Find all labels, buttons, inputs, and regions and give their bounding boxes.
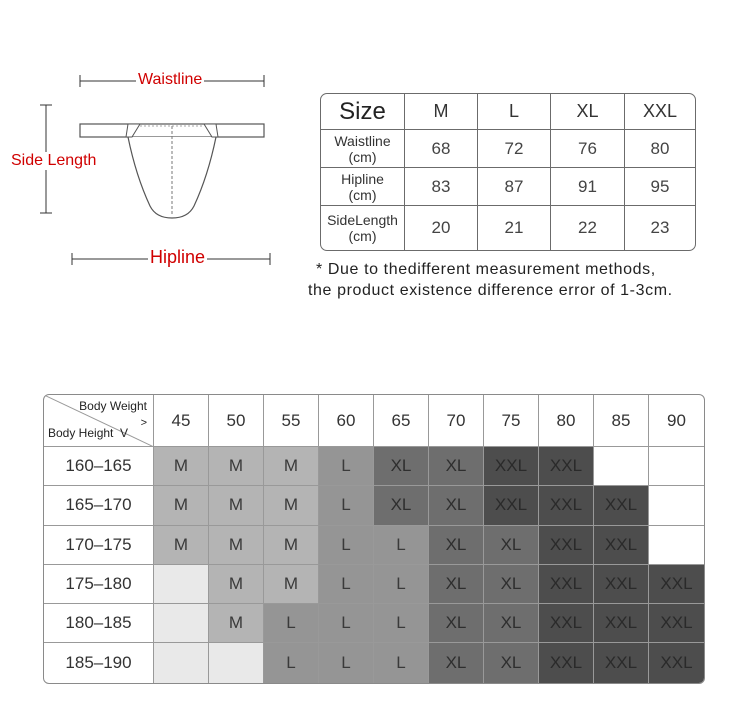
weight-header: 55 [264,395,319,447]
corner-header [44,395,154,447]
size-cell: XL [429,604,484,643]
size-cell: L [264,604,319,643]
row-label-unit: (cm) [348,186,377,203]
right-arrow-icon: > [140,417,147,429]
size-cell: M [264,486,319,525]
weight-header: 65 [374,395,429,447]
size-cell: XL [484,565,539,604]
table-cell: 95 [625,168,695,206]
row-label-text: Waistline [334,132,391,149]
size-cell [649,526,704,565]
size-cell: M [209,486,264,525]
table-cell: 76 [551,130,625,168]
height-row-label: 160–165 [44,447,154,486]
size-col-header: XL [551,94,625,130]
side-length-label: Side Length [11,152,97,169]
size-cell: L [319,447,374,486]
size-cell: XXL [539,643,594,682]
size-cell: XL [484,604,539,643]
size-cell: XXL [539,486,594,525]
size-cell: XL [429,526,484,565]
size-cell: L [319,565,374,604]
down-arrow-icon: V [120,426,129,440]
size-cell: XXL [539,565,594,604]
table-cell: 83 [405,168,478,206]
size-cell: L [319,604,374,643]
size-cell: M [209,526,264,565]
size-cell: XL [429,643,484,682]
size-cell: XXL [649,565,704,604]
size-col-header: L [478,94,551,130]
size-cell [649,447,704,486]
size-cell: XXL [594,526,649,565]
table-cell: 20 [405,206,478,250]
weight-header: 45 [154,395,209,447]
measurement-note [308,259,748,301]
size-cell: XXL [594,643,649,682]
size-cell: XL [484,526,539,565]
size-cell: L [319,526,374,565]
weight-header: 50 [209,395,264,447]
row-label-text: SideLength [327,212,398,228]
hipline-row-label [321,168,405,206]
table-cell: 91 [551,168,625,206]
size-cell: XXL [649,604,704,643]
height-row-label: 165–170 [44,486,154,525]
size-cell: L [264,643,319,682]
table-cell: 72 [478,130,551,168]
size-col-header: M [405,94,478,130]
row-label-unit: (cm) [348,148,377,165]
size-cell: XL [429,565,484,604]
height-row-label: 185–190 [44,643,154,682]
height-row-label: 180–185 [44,604,154,643]
size-cell: XXL [539,447,594,486]
size-cell: L [374,526,429,565]
weight-header: 75 [484,395,539,447]
size-cell: M [209,604,264,643]
body-height-text: Body Height [48,426,114,440]
size-cell: L [374,643,429,682]
size-cell: M [264,526,319,565]
size-cell: XXL [539,526,594,565]
waistline-label: Waistline [138,71,203,88]
table-cell: 80 [625,130,695,168]
size-cell: M [154,486,209,525]
size-cell [209,643,264,682]
note-line: * Due to thedifferent measurement methods, [316,261,656,278]
size-cell [154,643,209,682]
size-cell: XL [429,486,484,525]
height-row-label: 175–180 [44,565,154,604]
size-cell: XXL [594,565,649,604]
size-cell: XL [484,643,539,682]
weight-header: 70 [429,395,484,447]
table-cell: 21 [478,206,551,250]
table-cell: 22 [551,206,625,250]
size-measurement-table [320,93,696,251]
fit-grid [44,395,704,683]
size-cell: XXL [484,447,539,486]
size-header: Size [321,94,405,130]
table-cell: 23 [650,218,670,237]
height-row-label: 170–175 [44,526,154,565]
size-cell: M [209,447,264,486]
note-line: the product existence difference error of 1-3cm. [308,282,673,299]
hipline-label: Hipline [150,247,206,267]
size-cell: XXL [484,486,539,525]
size-cell [594,447,649,486]
size-col-header: XXL [625,94,695,130]
size-cell: XL [374,447,429,486]
table-cell: 87 [478,168,551,206]
size-cell: XXL [539,604,594,643]
size-cell [154,565,209,604]
size-cell: XL [374,486,429,525]
size-cell: L [319,643,374,682]
weight-header: 60 [319,395,374,447]
size-cell [154,604,209,643]
weight-header: 80 [539,395,594,447]
table-cell: 68 [405,130,478,168]
size-cell: L [374,604,429,643]
size-cell: M [264,565,319,604]
size-cell: L [319,486,374,525]
product-diagram [0,0,300,290]
weight-header: 85 [594,395,649,447]
row-label-unit: (cm) [348,228,377,244]
body-weight-label: Body Weight [79,399,147,413]
size-cell: M [154,447,209,486]
size-cell: XXL [594,604,649,643]
row-label-text: Hipline [341,170,384,187]
side-length-row-label [321,206,405,250]
size-cell: XXL [594,486,649,525]
size-cell: L [374,565,429,604]
body-height-label [48,426,128,440]
size-cell: M [154,526,209,565]
size-cell [649,486,704,525]
size-cell: XXL [649,643,704,682]
size-cell: M [209,565,264,604]
weight-header: 90 [649,395,704,447]
size-cell: XL [429,447,484,486]
size-fit-chart [43,394,705,684]
size-cell: M [264,447,319,486]
waistline-row-label [321,130,405,168]
